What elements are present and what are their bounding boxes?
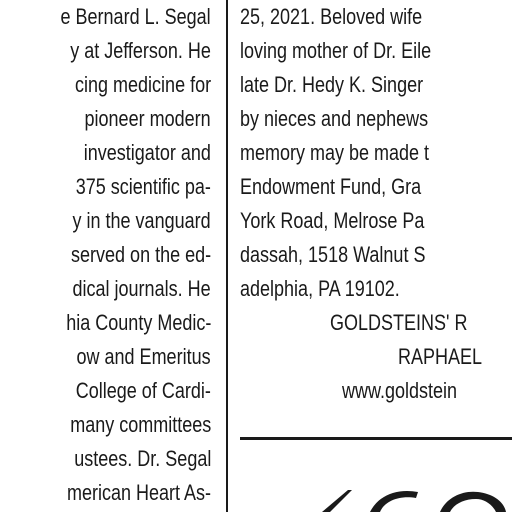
text-line: memory may be made t [240, 140, 430, 165]
section-rule [240, 437, 512, 440]
text-line: hia County Medic- [65, 310, 211, 335]
text-line: by nieces and nephews [240, 106, 429, 131]
text-line: 25, 2021. Beloved wife [240, 4, 423, 29]
text-line: ustees. Dr. Segal [73, 446, 211, 471]
text-line: pioneer modern [84, 106, 211, 131]
text-line: College of Cardi- [75, 378, 211, 403]
text-line: dical journals. He [72, 276, 211, 301]
text-line: York Road, Melrose Pa [240, 208, 425, 233]
text-line: e Bernard L. Segal [60, 4, 211, 29]
right-obituary-column [240, 0, 512, 512]
cropped-heading-glyphs [300, 490, 512, 512]
left-obituary-column [0, 0, 211, 512]
text-line: many committees [69, 412, 211, 437]
text-line: loving mother of Dr. Eile [240, 38, 432, 63]
text-line: y at Jefferson. He [70, 38, 211, 63]
text-line: 375 scientific pa- [75, 174, 211, 199]
text-line: y in the vanguard [72, 208, 211, 233]
text-line: ow and Emeritus [76, 344, 211, 369]
funeral-home-location: RAPHAEL [398, 344, 483, 369]
column-rule [226, 0, 228, 512]
text-line: Endowment Fund, Gra [240, 174, 422, 199]
text-line: dassah, 1518 Walnut S [240, 242, 426, 267]
text-line: merican Heart As- [66, 480, 211, 505]
text-line: served on the ed- [70, 242, 211, 267]
funeral-home-website: www.goldstein [342, 378, 458, 403]
text-line: cing medicine for [74, 72, 211, 97]
text-line: late Dr. Hedy K. Singer [240, 72, 424, 97]
text-line: investigator and [83, 140, 211, 165]
funeral-home-name: GOLDSTEINS' R [330, 310, 468, 335]
text-line: adelphia, PA 19102. [240, 276, 400, 301]
next-notice-heading-fragment [300, 490, 512, 512]
